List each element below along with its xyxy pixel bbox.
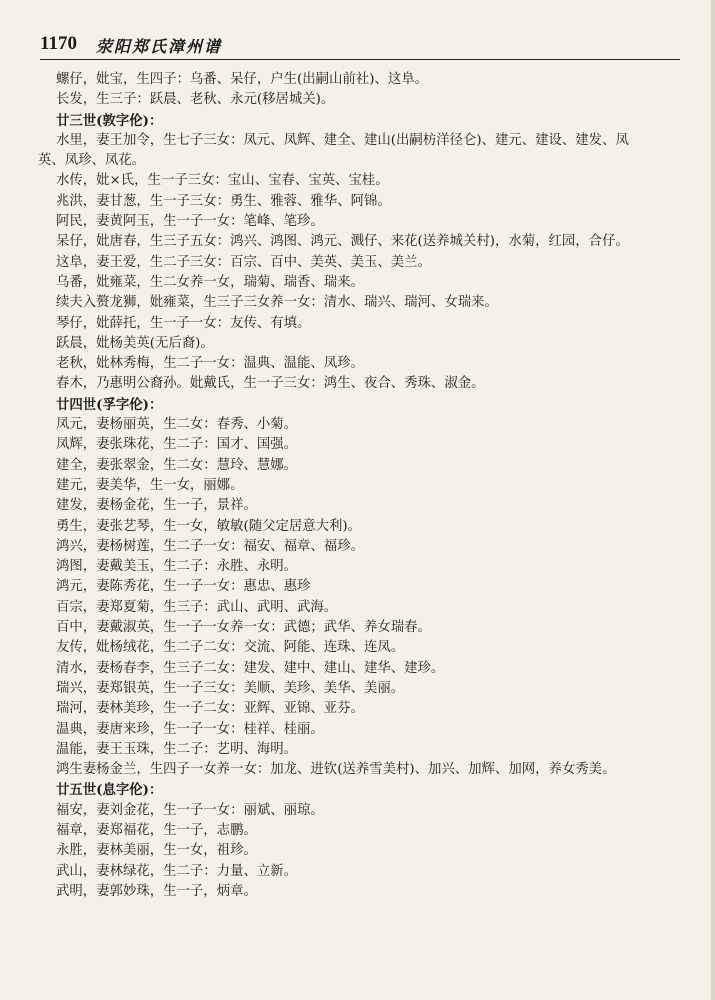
page-number: 1170 — [40, 33, 77, 54]
page-header — [40, 33, 680, 60]
text-line: 建元，妻美华，生一女，丽娜。 — [56, 477, 244, 493]
text-line: 勇生，妻张艺琴，生一女，敏敏(随父定居意大利)。 — [56, 518, 362, 534]
text-line: 鸿生妻杨金兰，生四子一女养一女：加龙、进钦(送养雪美村)、加兴、加辉、加网，养女秀美。 — [56, 762, 616, 778]
text-line: 凤辉，妻张珠花，生二子：国才、国强。 — [56, 437, 298, 453]
text-line: 水传，妣×氏，生一子三女：宝山、宝春、宝英、宝桂。 — [56, 173, 389, 189]
text-line: 兆洪，妻甘葱，生一子三女：勇生、雅蓉、雅华、阿锦。 — [56, 193, 391, 209]
text-line: 续夫入赘龙狮，妣雍菜，生三子三女养一女：清水、瑞兴、瑞河、女瑞来。 — [56, 295, 498, 311]
text-line: 呆仔，妣唐春，生三子五女：鸿兴、鸿图、鸿元、溅仔、来花(送养城关村)，水菊，红园，合仔。 — [56, 234, 629, 250]
text-line: 乌番，妣雍菜，生二女养一女，瑞菊、瑞香、瑞来。 — [56, 274, 364, 290]
text-line: 长发，生三子：跃晨、老秋、永元(移居城关)。 — [56, 92, 335, 108]
text-line: 福安，妻刘金花，生一子一女：丽斌、丽琼。 — [56, 802, 324, 818]
text-line: 清水，妻杨春李，生三子二女：建发、建中、建山、建华、建珍。 — [56, 660, 445, 676]
text-line: 春木，乃惠明公裔孙。妣戴氏，生一子三女：鸿生、夜合、秀珠、淑金。 — [56, 376, 485, 392]
scan-edge — [711, 0, 715, 1000]
text-line: 建发，妻杨金花，生一子，景祥。 — [56, 498, 257, 514]
text-line: 福章，妻郑福花，生一子，志鹏。 — [56, 822, 257, 838]
text-line: 百宗，妻郑夏菊，生三子：武山、武明、武海。 — [56, 599, 338, 615]
text-line: 温典，妻唐来珍，生一子一女：桂祥、桂丽。 — [56, 721, 324, 737]
text-line: 英、凤珍、凤花。 — [38, 153, 146, 169]
generation-heading: 廿五世(息字伦)： — [56, 782, 163, 799]
text-line: 鸿图，妻戴美玉，生二子：永胜、永明。 — [56, 559, 298, 575]
text-line: 瑞河，妻林美珍，生一子二女：亚辉、亚锦、亚芬。 — [56, 701, 364, 717]
text-line: 琴仔，妣薛托，生一子一女：友传、有填。 — [56, 315, 311, 331]
generation-heading: 廿四世(孚字伦)： — [56, 396, 163, 413]
text-line: 凤元，妻杨丽英，生二女：春秀、小菊。 — [56, 417, 298, 433]
text-line: 鸿兴，妻杨树莲，生二子一女：福安、福章、福珍。 — [56, 538, 364, 554]
text-line: 友传，妣杨绒花，生二子二女：交流、阿能、连珠、连凤。 — [56, 640, 405, 656]
book-title: 荥阳郑氏漳州谱 — [96, 37, 223, 56]
text-line: 跃晨，妣杨美英(无后裔)。 — [56, 335, 214, 351]
text-line: 老秋，妣林秀梅，生二子一女：温典、温能、凤珍。 — [56, 356, 364, 372]
text-line: 百中，妻戴淑英，生一子一女养一女：武德；武华、养女瑞春。 — [56, 620, 431, 636]
generation-heading: 廿三世(敦字伦)： — [56, 112, 163, 129]
text-line: 建全，妻张翠金，生二女：慧玲、慧娜。 — [56, 457, 298, 473]
text-line: 这阜，妻王爱，生二子三女：百宗、百中、美英、美玉、美兰。 — [56, 254, 431, 270]
text-line: 瑞兴，妻郑银英，生一子三女：美顺、美珍、美华、美丽。 — [56, 680, 405, 696]
text-line: 永胜，妻林美丽，生一女，祖珍。 — [56, 843, 257, 859]
text-line: 武明，妻郭妙珠，生一子，炳章。 — [56, 883, 257, 899]
text-line: 阿民，妻黄阿玉，生一子一女：笔峰、笔珍。 — [56, 214, 324, 230]
text-line: 螺仔，妣宝，生四子：乌番、呆仔，户生(出嗣山前社)、这阜。 — [56, 72, 428, 87]
text-line: 温能，妻王玉珠，生二子：艺明、海明。 — [56, 741, 298, 757]
genealogy-text-body — [38, 70, 688, 902]
text-line: 鸿元，妻陈秀花，生一子一女：惠忠、惠珍 — [56, 579, 311, 595]
text-line: 武山，妻林绿花，生二子：力量、立新。 — [56, 863, 298, 879]
text-line: 水里，妻王加令，生七子三女：凤元、凤辉、建全、建山(出嗣枋洋径仑)、建元、建设、建发、凤 — [56, 132, 629, 148]
